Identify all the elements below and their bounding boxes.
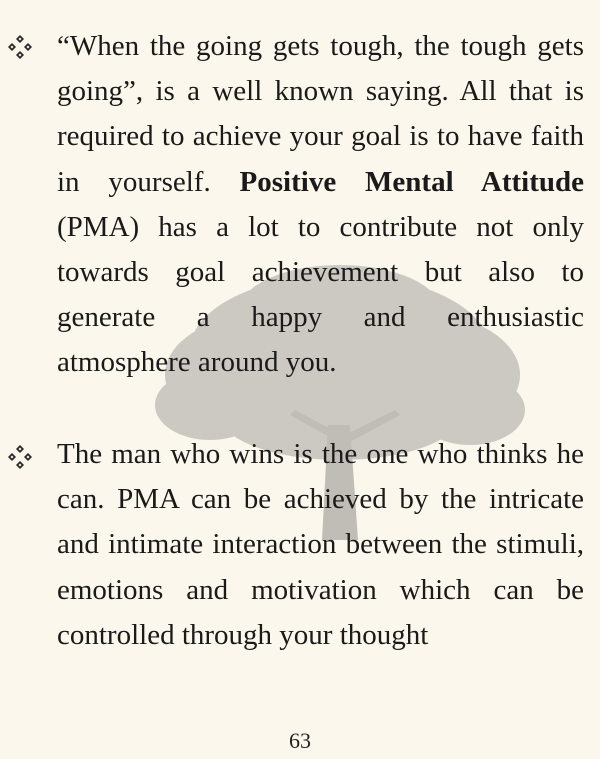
four-diamond-bullet-icon <box>5 442 35 472</box>
page-number: 63 <box>289 728 311 753</box>
paragraph-1-text-continued: (PMA) has a lot to contribute not only towards goal achievement but also to generate a happy and enthusiastic atmosphere around you. <box>57 210 584 379</box>
paragraph-2: The man who wins is the one who thinks he can. PMA can be achieved by the intricate and intimate interaction between the stimuli, emotions and motivation which can be controlled through your thought <box>57 438 584 651</box>
paragraph-1-bold-term: Positive Mental Attitude <box>239 165 584 198</box>
four-diamond-bullet-icon <box>5 32 35 62</box>
paragraph-1 <box>57 24 584 386</box>
paragraph-1-text: “When the going gets tough, the tough gets going”, is a well known saying. All that is required to achieve your goal is to have faith in yourself. <box>57 30 584 198</box>
